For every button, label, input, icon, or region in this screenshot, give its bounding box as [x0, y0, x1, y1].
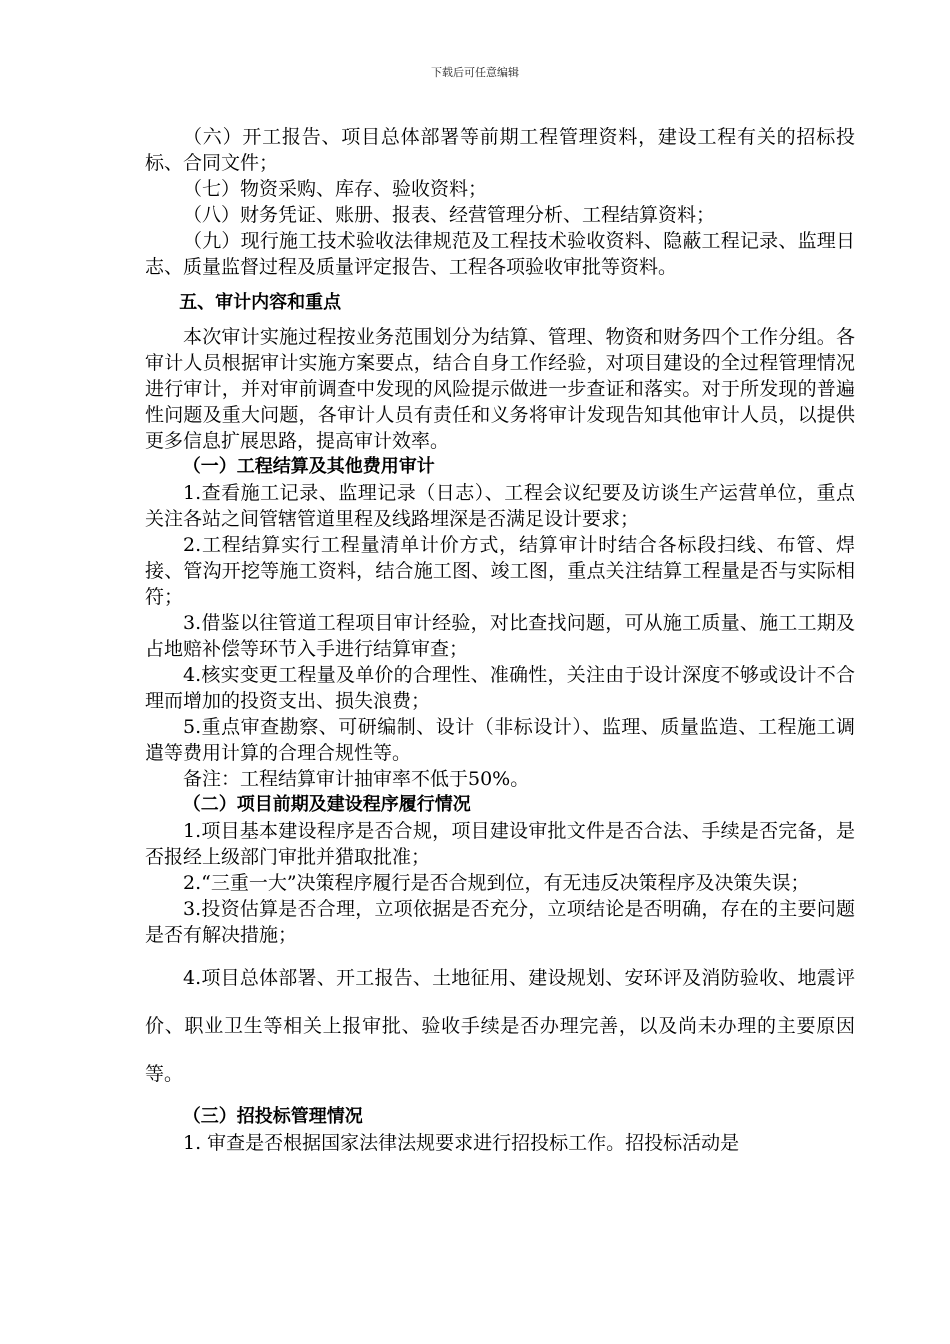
- section-5-intro: 本次审计实施过程按业务范围划分为结算、管理、物资和财务四个工作分组。各审计人员根据审计实施方案要点，结合自身工作经验，对项目建设的全过程管理情况进行审计，并对审前调查中发现的风险提示做进一步查证和落实。对于所发现的普遍性问题及重大问题，各审计人员有责任和义务将审计发现告知其他审计人员，以提供更多信息扩展思路，提高审计效率。: [145, 326, 855, 452]
- subsection-1-note: 备注：工程结算审计抽审率不低于50%。: [183, 768, 530, 790]
- subsection-1-item-3: 3.借鉴以往管道工程项目审计经验，对比查找问题，可从施工质量、施工工期及占地赔补偿等环节入手进行结算审查；: [145, 612, 855, 660]
- page-header: 下载后可任意编辑: [431, 66, 519, 79]
- subsection-heading-2: （二）项目前期及建设程序履行情况: [182, 794, 471, 815]
- paragraph-item-7: （七）物资采购、库存、验收资料；: [183, 178, 488, 200]
- subsection-3-item-1: 1. 审查是否根据国家法律法规要求进行招投标工作。招投标活动是: [183, 1132, 740, 1154]
- subsection-1-item-2: 2.工程结算实行工程量清单计价方式，结算审计时结合各标段扫线、布管、焊接、管沟开挖等施工资料，结合施工图、竣工图，重点关注结算工程量是否与实际相符；: [145, 534, 855, 608]
- subsection-2-item-2: 2.“三重一大”决策程序履行是否合规到位，有无违反决策程序及决策失误；: [183, 872, 810, 894]
- subsection-1-item-1: 1.查看施工记录、监理记录（日志）、工程会议纪要及访谈生产运营单位，重点关注各站之间管辖管道里程及线路埋深是否满足设计要求；: [145, 482, 855, 530]
- paragraph-item-9: （九）现行施工技术验收法律规范及工程技术验收资料、隐蔽工程记录、监理日志、质量监督过程及质量评定报告、工程各项验收审批等资料。: [145, 230, 855, 278]
- subsection-heading-3: （三）招投标管理情况: [182, 1106, 363, 1127]
- paragraph-item-6: （六）开工报告、项目总体部署等前期工程管理资料，建设工程有关的招标投标、合同文件；: [145, 126, 855, 174]
- subsection-heading-1: （一）工程结算及其他费用审计: [182, 456, 435, 477]
- subsection-1-item-5: 5.重点审查勘察、可研编制、设计（非标设计）、监理、质量监造、工程施工调遣等费用计算的合理合规性等。: [145, 716, 855, 764]
- subsection-1-item-4: 4.核实变更工程量及单价的合理性、准确性，关注由于设计深度不够或设计不合理而增加的投资支出、损失浪费；: [145, 664, 855, 712]
- subsection-2-item-1: 1.项目基本建设程序是否合规，项目建设审批文件是否合法、手续是否完备，是否报经上级部门审批并猎取批准；: [145, 820, 855, 868]
- section-heading-5: 五、审计内容和重点: [179, 292, 342, 313]
- subsection-2-item-3: 3.投资估算是否合理，立项依据是否充分，立项结论是否明确，存在的主要问题是否有解决措施；: [145, 898, 855, 946]
- paragraph-item-8: （八）财务凭证、账册、报表、经营管理分析、工程结算资料；: [183, 204, 716, 226]
- document-body: [145, 124, 855, 1156]
- subsection-2-item-4: 4.项目总体部署、开工报告、土地征用、建设规划、安环评及消防验收、地震评价、职业卫生等相关上报审批、验收手续是否办理完善，以及尚未办理的主要原因等。: [145, 967, 855, 1085]
